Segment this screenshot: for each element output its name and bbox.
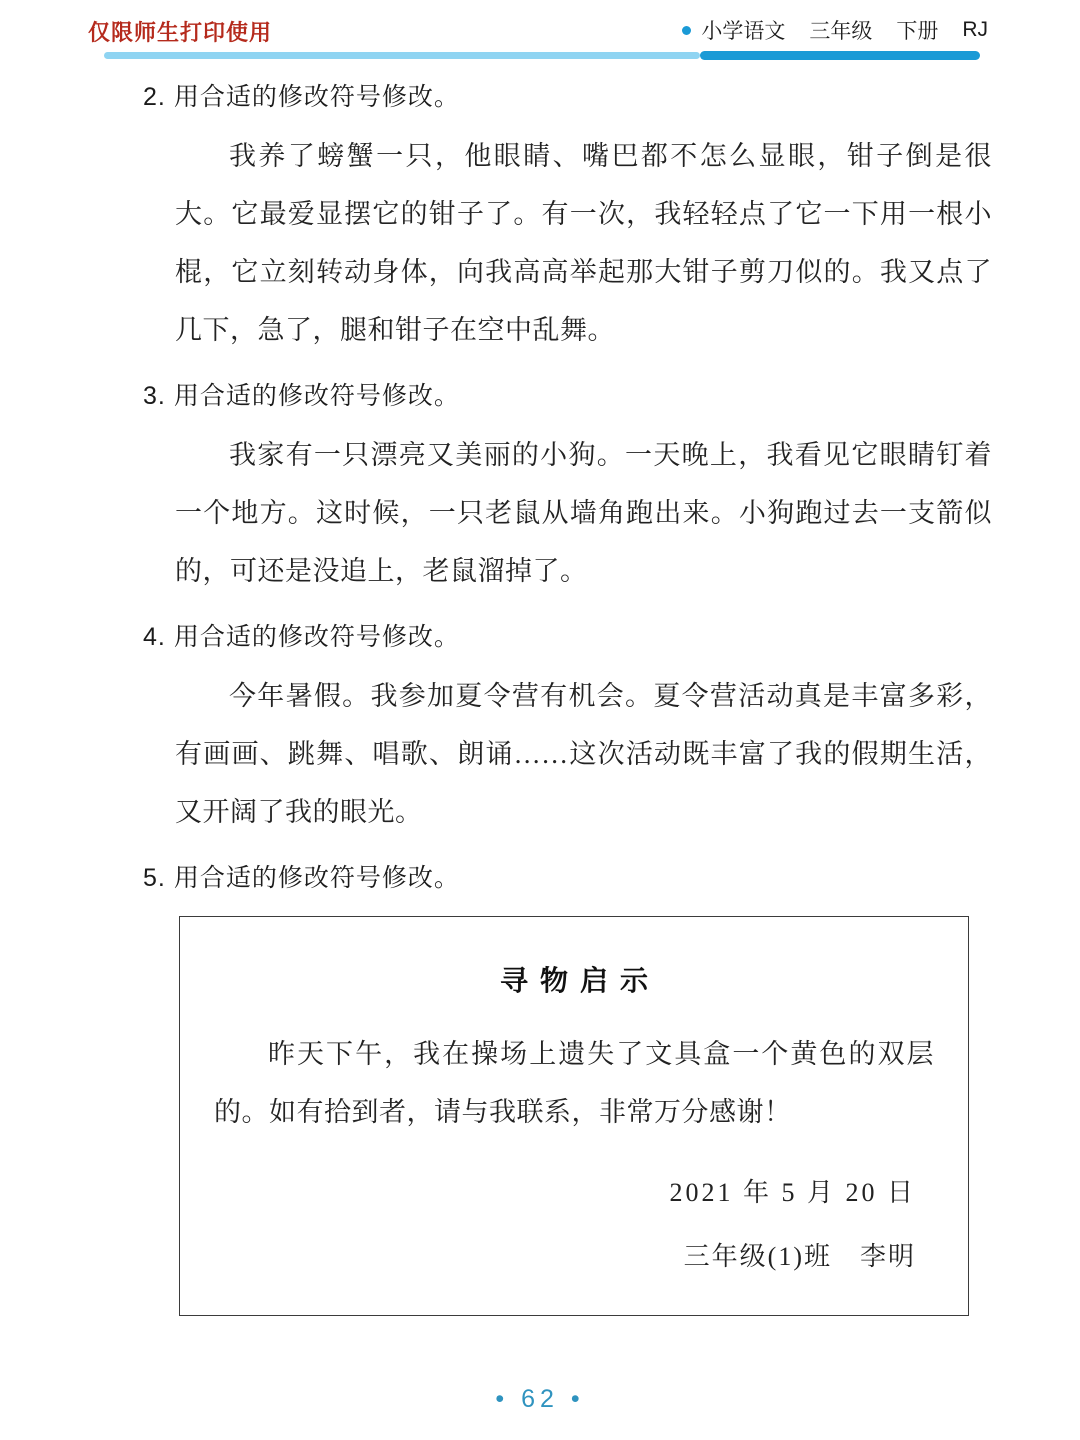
notice-title: 寻物启示 <box>499 965 660 996</box>
exercise-number: 5. <box>143 864 166 892</box>
exercise-heading <box>0 612 1080 661</box>
header-rule-right <box>700 51 980 60</box>
exercise-passage: 今年暑假。我参加夏令营有机会。夏令营活动真是丰富多彩，有画画、跳舞、唱歌、朗诵……这次活动既丰富了我的假期生活，又开阔了我的眼光。 <box>175 681 992 827</box>
print-restriction-note: 仅限师生打印使用 <box>88 20 273 45</box>
notice-signoff <box>214 1161 934 1289</box>
blue-dot-icon <box>682 26 691 35</box>
header-book-info <box>682 15 988 45</box>
exercise-heading <box>0 72 1080 121</box>
header-edition: RJ <box>962 18 988 41</box>
exercise-item <box>0 371 1080 610</box>
page-number: • 62 • <box>495 1385 585 1413</box>
notice-date: 2021 年 5 月 20 日 <box>669 1178 916 1207</box>
notice-body-text: 昨天下午，我在操场上遗失了文具盒一个黄色的双层的。如有拾到者，请与我联系，非常万分感谢！ <box>214 1039 934 1127</box>
exercise-heading <box>0 371 1080 420</box>
notice-box <box>179 916 969 1316</box>
header-grade: 三年级 <box>809 20 873 43</box>
worksheet-content <box>0 72 1080 1318</box>
exercise-number: 3. <box>143 382 166 410</box>
exercise-passage: 我家有一只漂亮又美丽的小狗。一天晚上，我看见它眼睛钉着一个地方。这时候，一只老鼠从墙角跑出来。小狗跑过去一支箭似的，可还是没追上，老鼠溜掉了。 <box>175 440 992 586</box>
exercise-heading-text: 用合适的修改符号修改。 <box>173 623 460 651</box>
exercise-item <box>0 612 1080 851</box>
notice-signature: 三年级(1)班 李明 <box>683 1242 916 1271</box>
header-subject: 小学语文 <box>701 20 786 43</box>
exercise-item <box>0 853 1080 1316</box>
exercise-heading-text: 用合适的修改符号修改。 <box>173 83 460 111</box>
exercise-heading-text: 用合适的修改符号修改。 <box>173 864 460 892</box>
header-volume: 下册 <box>896 20 939 43</box>
exercise-number: 2. <box>143 83 166 111</box>
exercise-passage: 我养了螃蟹一只，他眼睛、嘴巴都不怎么显眼，钳子倒是很大。它最爱显摆它的钳子了。有一次，我轻轻点了它一下用一根小棍，它立刻转动身体，向我高高举起那大钳子剪刀似的。我又点了几下，急了，腿和钳子在空中乱舞。 <box>175 141 992 345</box>
exercise-heading-text: 用合适的修改符号修改。 <box>173 382 460 410</box>
exercise-number: 4. <box>143 623 166 651</box>
exercise-item <box>0 72 1080 369</box>
page-header <box>0 0 1080 64</box>
page-footer <box>0 1385 1080 1414</box>
exercise-heading <box>0 853 1080 902</box>
header-rule-left <box>104 52 700 59</box>
